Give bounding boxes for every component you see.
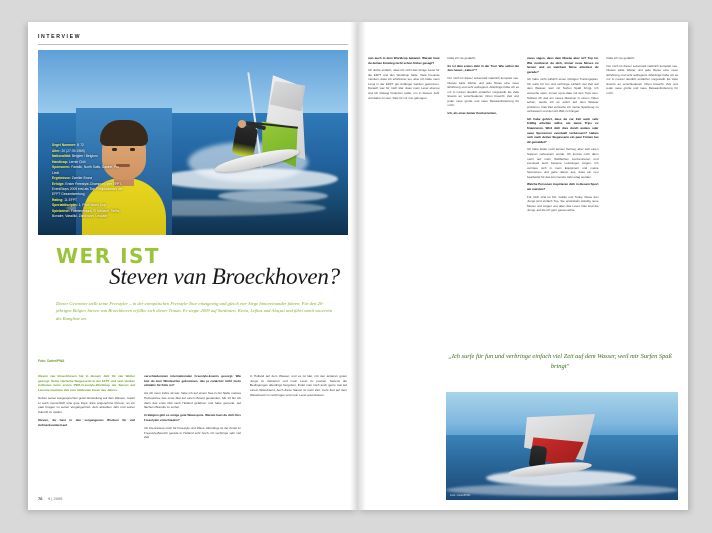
left-column-2: [144, 374, 241, 444]
column-text: [448, 56, 520, 116]
column-text: [607, 56, 679, 96]
fact-key: Spezialdisziplin:: [52, 203, 78, 208]
paragraph: Ich durfte einfach, dass ich nicht das übrige Level für die EFPT und den Worldcup hatte. Viele Freunde meinten, dass ich erfahrener sei, aber ich hatte mein Level in der EFPT gut Anfänger werden gewonnen. Danach war für mich klar, dass mein Level ebenso und ich bislang Finanzen sollte, um in diesem Jahr voll dabei zu sein. Dies ist mir nun gelungen.: [368, 68, 440, 100]
running-head: INTERVIEW: [38, 34, 82, 40]
fact-key: Sponsoren:: [52, 165, 71, 170]
column-text: [250, 374, 347, 397]
fact-value: 1. PWA World Cup: [78, 203, 106, 208]
photo-credit-text: Foto: Carter/PWA: [38, 359, 65, 363]
fact-value: Fuerteventura, El Medano, Tarifa, Bonaire, Vassiliki, Zandvoort, Leucate: [52, 208, 120, 218]
paragraph: Ich interessiere mich für Freestyle und Wave. Allerdings ist der Anteil im Freestyle-Bereich gerade in Holland sehr hoch, ich verbringe sehr viel Zeit: [144, 426, 241, 440]
paragraph: Für mich sind es Kiri, Gollito und Tonky. Diese drei Jungs sind einfach Top. Sie entwickeln ständig neue Moves und zeigen uns allen das Level. Das sind die Jungs, auf die ich gern genau achte.: [527, 194, 599, 213]
standfirst: Dieser Gewinner stellt seine Freestyler – in der europäischen Freestyle-Tour einzigartig und gleich vier Siege hintereinander fuhren. Für den 20-jährigen Belgier Steven van Broeckhoven erfüllte sich dieser Traum. Er siegte 2009 auf Sardinien, Kreta, Lefkas und Alaçati und führt somit souverän die Rangliste an.: [56, 301, 333, 321]
paragraph: nun auch in dem Worldcup bekannt. Warum hast du deinen Einstieg nicht schon früher gesagt?: [368, 56, 440, 65]
paragraph: hätte ich nie gedacht.: [606, 56, 636, 60]
photo-credit: [38, 359, 134, 364]
paragraph: Für mich ist dieser Lebensstil natürlich komplett neu. Dieses kalte Wetter und jede Reise eine neue Erfahrung und sehr aufregend. Allerdings habe ich es mir in meiner deutlich einfacher vorgestellt. Es viele Events an verschiedenen Orten braucht. Zeit und jeder neue große und neue Reiseanforderung für mich.: [447, 76, 519, 108]
fact-item: [52, 182, 126, 197]
fact-item: [52, 149, 126, 154]
page-number: 76: [38, 496, 43, 501]
fact-key: Alter:: [52, 148, 61, 153]
hero-foam-3: [218, 190, 328, 202]
pull-quote: „Ich surfe für fun und verbringe einfach viel Zeit auf dem Wasser, weil mir Surfen Spaß bringt": [448, 353, 672, 370]
right-column-1: [368, 56, 440, 216]
fact-key: Segel Nummer:: [52, 143, 77, 147]
rider-head-graphic: [238, 120, 246, 128]
bottom-photo-caption: Foto: Carter/PWA: [450, 494, 471, 497]
headline-block: [56, 244, 340, 290]
right-body-columns: [368, 56, 678, 216]
headline-title: Steven van Broeckhoven?: [109, 264, 340, 289]
fact-item: [52, 154, 126, 159]
hero-photo: [38, 50, 348, 235]
left-page: [28, 22, 358, 510]
paragraph: Für mich ist dieser Lebensstil natürlich komplett neu. Dieses kalte Wetter und jede Reise eine neue Erfahrung und sehr aufregend. Allerdings habe ich es mir in meiner deutlich einfacher vorgestellt. Es viele Events an verschiedenen Orten braucht. Zeit und jeder neue große und neue Reiseanforderung für mich.: [606, 63, 678, 96]
fact-key: Handicap:: [52, 159, 68, 164]
fact-value: Zweiter Bronz: [71, 176, 93, 181]
column-text: [368, 56, 440, 100]
paragraph: Steven van Broeckhoven hat in diesem Jahr für vier Wetter gesorgt. Seine vierfache Siegesserie in der EFPT und sein starkes Auftreten beim ersten PWA-Freestyle-Worldcup der Saison auf Leucate machten ihm zum heißesten Eisen des Jahres.: [38, 374, 135, 392]
fact-list: [52, 143, 126, 220]
fact-item: [52, 198, 126, 203]
right-page: [358, 22, 688, 510]
fact-item: [52, 165, 126, 175]
column-text: [144, 374, 241, 440]
hero-foam-1: [158, 168, 338, 190]
right-column-2: [448, 56, 520, 216]
fact-key: Rating:: [52, 197, 64, 202]
paragraph: Neben seiner ausgesprochen guten Einstellung auf dem Wasser, macht er auch menschlich eine gute Figur. Eine angenehme Person, an ein paar Fragen zu seiner Vergangenheit, dem aktuellen Jahr und seiner Zukunft zu stellen.: [38, 396, 135, 414]
fact-item: [52, 176, 126, 181]
fact-key: Spielwiese:: [52, 208, 70, 213]
fact-key: Erfolge:: [52, 181, 65, 186]
fact-value: Fanatic, North Sails, Dakine, Pro Limit: [52, 165, 120, 175]
paragraph: Ich habe leider noch keinen Vertrag, aber sich einen Support verbessern wurde. Ich konnte mich dann mehr auf mein Weltfachen konzentrieren und eventuell auch bessere Leistungen zeigen. Ich vertraue sich in mein Equipment und meine Sponsoren und gehe davon aus, dass ein neu bearbeitet für das kommende Jahr erlag werden.: [527, 147, 599, 179]
bottom-photo: [446, 392, 678, 500]
issue-label: 9 | 2009: [48, 496, 63, 501]
fact-value: Lernte Chili: [68, 159, 86, 164]
bottom-photo-foam-2: [446, 484, 678, 496]
fact-item: [52, 203, 126, 208]
running-head-rule: [38, 44, 348, 45]
paragraph: muss sagen, dass dein Niveau aber ist? Top ist. Wie motivierst du dich, immer neue Moves zu lernen und an welchem Move arbeitest du gerade?: [527, 56, 599, 74]
paragraph: Es ist dein erstes Jahr in der Tour. Wie selbst die den neuen „Laben“?: [447, 63, 519, 73]
paragraph: Ich, als einer deiner Konkurrenten,: [447, 111, 497, 116]
fact-key: Nationalität:: [52, 154, 72, 159]
fact-value: 20 (27.09.1989): [61, 148, 85, 153]
fact-value: Erster Freestyle-Champion, vier EFPT-EventStops 2009 erst als Top-Fünfplatzierter der EFPT Gesamtwertung: [52, 181, 123, 196]
fact-value: Belgien / Belgium: [71, 154, 98, 159]
fact-item: [52, 209, 126, 219]
paragraph: Welche Personen inspirieren dich in diesem Sport am meisten?: [527, 182, 599, 191]
fact-item: [52, 143, 126, 148]
right-column-3: [527, 56, 599, 216]
folio-left: [38, 496, 62, 501]
paragraph: Ich habe nicht wirklich einen richtigen Trainingsplan. Ich surfe für fun und verbringe einfach viel Zeit auf dem Wasser, weil mir Surfen Spaß bringt. Ich versuche stets, immer up-to-date mit den Tops sein. Solltest ich das ein neues Manöver in einem Video sehen, werde ich es sofort auf dem Wasser probieren. Das Ziel versuche ich meine Spielzeug zu verbessern und den AC-Bild zu bringen.: [527, 77, 599, 114]
fact-value: 11 EFPT: [64, 197, 78, 202]
column-text: [38, 374, 135, 427]
paragraph: verschiedensten internationalen Freestyle-Events gesorgt. Wie bist du zum Windsurfen gekommen, das ja zunächst nicht mehr attraktiv für Kids ist?: [144, 374, 241, 388]
paragraph: hätte ich nie gedacht.: [447, 56, 477, 60]
paragraph: Ich habe gehört, dass du zur Zeit auch sehr kräftig arbeiten willst, um deine Trips zu finanzieren. Wird dich dies durch andere oder neue Sponsoren eventuell verbessern? Haben sich nach deiner Siegesserie ein paar Firmen bei dir gemeldet?: [527, 116, 599, 144]
right-column-4: [607, 56, 679, 216]
paragraph: In Belgien gibt es einige gute Wavespots. Warum hast du dich fürs Freestylen entschieden?: [144, 413, 241, 422]
left-body-columns: [38, 374, 348, 444]
paragraph: Als ich neun Jahre alt war, habe ich auf einem See in der Nähe meines Heimatortes das erste Mal auf einem Board gestanden. Mit 13 bin ich dann das erste Mal nach Holland gefahren und habe gemerkt, auf flachem Brandis zu surfen.: [144, 391, 241, 410]
paragraph: Steven, du hast in den vergangenen Wochen für viel Aufmerksamkeit auf: [38, 418, 135, 427]
paragraph: in Holland auf dem Wasser, und es ist klar, mit den anderen guten Jungs zu trainieren und mein Level zu pushen. Seitens die Bedingungen allerdings hergeben, findet man mich auch gerne mal auf einem Wavebaord, Auch diese Saison ist mein Ziel, mehr Zeit auf dem Waveboard zu verbringen und mein Level auszubauen.: [250, 374, 347, 397]
headline-kicker: WER IST: [56, 244, 161, 268]
fact-value: B 72: [77, 143, 84, 147]
left-column-3: [250, 374, 347, 444]
column-text: [527, 56, 599, 213]
left-column-1: [38, 374, 135, 444]
fact-key: Ergebnisse:: [52, 176, 71, 181]
